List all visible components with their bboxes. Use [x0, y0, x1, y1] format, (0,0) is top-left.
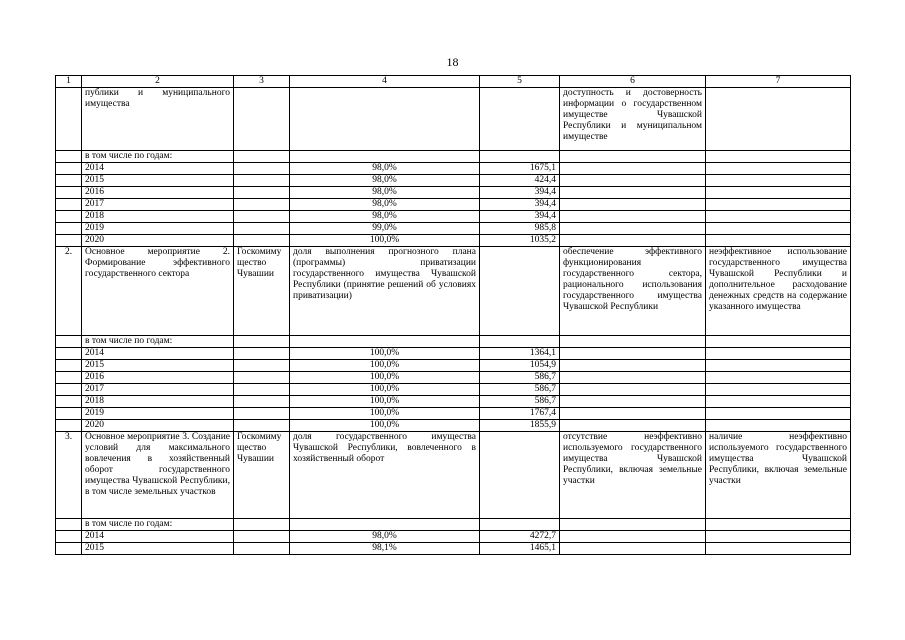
table-row [56, 235, 851, 247]
table-row [56, 187, 851, 199]
year-cell: 2019 [82, 408, 234, 420]
funding-value: 1054,9 [480, 360, 560, 372]
year-cell: 2016 [82, 372, 234, 384]
funding-value: 1767,4 [480, 408, 560, 420]
table-row [56, 88, 851, 151]
measure-name: Основное мероприятие 3. Создание условий для максимального вовлечения в хозяйственный оборот государственного имущества Чувашской Республики, в том числе земельных участков [82, 432, 234, 519]
header-cell: 3 [234, 76, 290, 88]
table-row [56, 336, 851, 348]
indicator-value: 100,0% [290, 235, 480, 247]
funding-value: 1465,1 [480, 543, 560, 555]
funding-value: 394,4 [480, 187, 560, 199]
table-row [56, 223, 851, 235]
funding-value: 985,8 [480, 223, 560, 235]
header-cell: 1 [56, 76, 82, 88]
year-cell: 2015 [82, 175, 234, 187]
year-cell: 2014 [82, 348, 234, 360]
funding-value: 4272,7 [480, 531, 560, 543]
indicator-value: 98,0% [290, 531, 480, 543]
by-years-label: в том числе по годам: [82, 519, 234, 531]
measure-name: публики и муниципального имущества [82, 88, 234, 151]
year-cell: 2017 [82, 384, 234, 396]
table-row [56, 199, 851, 211]
table-row [56, 348, 851, 360]
table-row [56, 396, 851, 408]
indicator-value: 100,0% [290, 396, 480, 408]
table-row [56, 420, 851, 432]
table-row [56, 360, 851, 372]
year-cell: 2014 [82, 163, 234, 175]
table-row [56, 163, 851, 175]
table-row [56, 432, 851, 519]
table-row [56, 211, 851, 223]
funding-value: 1855,9 [480, 420, 560, 432]
measure-result: доступность и достоверность информации о государственном имуществе Чувашской Республики и муниципальном имуществе [560, 88, 706, 151]
indicator-value: 99,0% [290, 223, 480, 235]
indicator-value: 98,0% [290, 211, 480, 223]
table-row [56, 247, 851, 336]
measure-risk: наличие неэффективно используемого государственного имущества Чувашской Республики, включая земельные участки [706, 432, 851, 519]
table-row [56, 384, 851, 396]
year-cell: 2015 [82, 543, 234, 555]
funding-value: 586,7 [480, 372, 560, 384]
measure-number: 2. [56, 247, 82, 336]
indicator-value: 98,0% [290, 175, 480, 187]
indicator-value: 100,0% [290, 384, 480, 396]
year-cell: 2016 [82, 187, 234, 199]
measure-number: 3. [56, 432, 82, 519]
year-cell: 2014 [82, 531, 234, 543]
header-cell: 7 [706, 76, 851, 88]
header-row [56, 76, 851, 88]
year-cell: 2015 [82, 360, 234, 372]
measure-risk: неэффективное использование государственного имущества Чувашской Республики и дополнительное расходование денежных средств на содержание указанного имущества [706, 247, 851, 336]
year-cell: 2018 [82, 396, 234, 408]
measure-executor: Госкомимущество Чувашии [234, 247, 290, 336]
header-cell: 4 [290, 76, 480, 88]
indicator-value: 100,0% [290, 360, 480, 372]
funding-value: 1675,1 [480, 163, 560, 175]
measure-name: Основное мероприятие 2. Формирование эффективного государственного сектора [82, 247, 234, 336]
table-row [56, 175, 851, 187]
indicator-value: 100,0% [290, 420, 480, 432]
indicator-value: 98,0% [290, 199, 480, 211]
indicator-value: 98,1% [290, 543, 480, 555]
by-years-label: в том числе по годам: [82, 336, 234, 348]
program-measures-table [55, 75, 851, 555]
measure-executor: Госкомимущество Чувашии [234, 432, 290, 519]
funding-value: 1035,2 [480, 235, 560, 247]
indicator-value: 100,0% [290, 408, 480, 420]
funding-value: 394,4 [480, 199, 560, 211]
funding-value: 424,4 [480, 175, 560, 187]
header-cell: 5 [480, 76, 560, 88]
funding-value: 586,7 [480, 384, 560, 396]
table-row [56, 151, 851, 163]
measure-result: обеспечение эффективного функционирования государственного сектора, рационального использования государственного имущества Чувашской Республики [560, 247, 706, 336]
year-cell: 2017 [82, 199, 234, 211]
header-cell: 2 [82, 76, 234, 88]
table-row [56, 372, 851, 384]
indicator-value: 100,0% [290, 372, 480, 384]
year-cell: 2019 [82, 223, 234, 235]
measure-indicator: доля выполнения прогнозного плана (программы) приватизации государственного имущества Чувашской Республики (принятие решений об условиях приватизации) [290, 247, 480, 336]
indicator-value: 98,0% [290, 163, 480, 175]
funding-value: 586,7 [480, 396, 560, 408]
measure-indicator: доля государственного имущества Чувашской Республики, вовлеченного в хозяйственный оборот [290, 432, 480, 519]
year-cell: 2018 [82, 211, 234, 223]
funding-value: 394,4 [480, 211, 560, 223]
by-years-label: в том числе по годам: [82, 151, 234, 163]
header-cell: 6 [560, 76, 706, 88]
indicator-value: 98,0% [290, 187, 480, 199]
page-number: 18 [446, 55, 459, 69]
table-row [56, 531, 851, 543]
table-row [56, 543, 851, 555]
funding-value: 1364,1 [480, 348, 560, 360]
year-cell: 2020 [82, 235, 234, 247]
table-row [56, 408, 851, 420]
measure-result: отсутствие неэффективно используемого государственного имущества Чувашской Республики, включая земельные участки [560, 432, 706, 519]
indicator-value: 100,0% [290, 348, 480, 360]
table-row [56, 519, 851, 531]
year-cell: 2020 [82, 420, 234, 432]
